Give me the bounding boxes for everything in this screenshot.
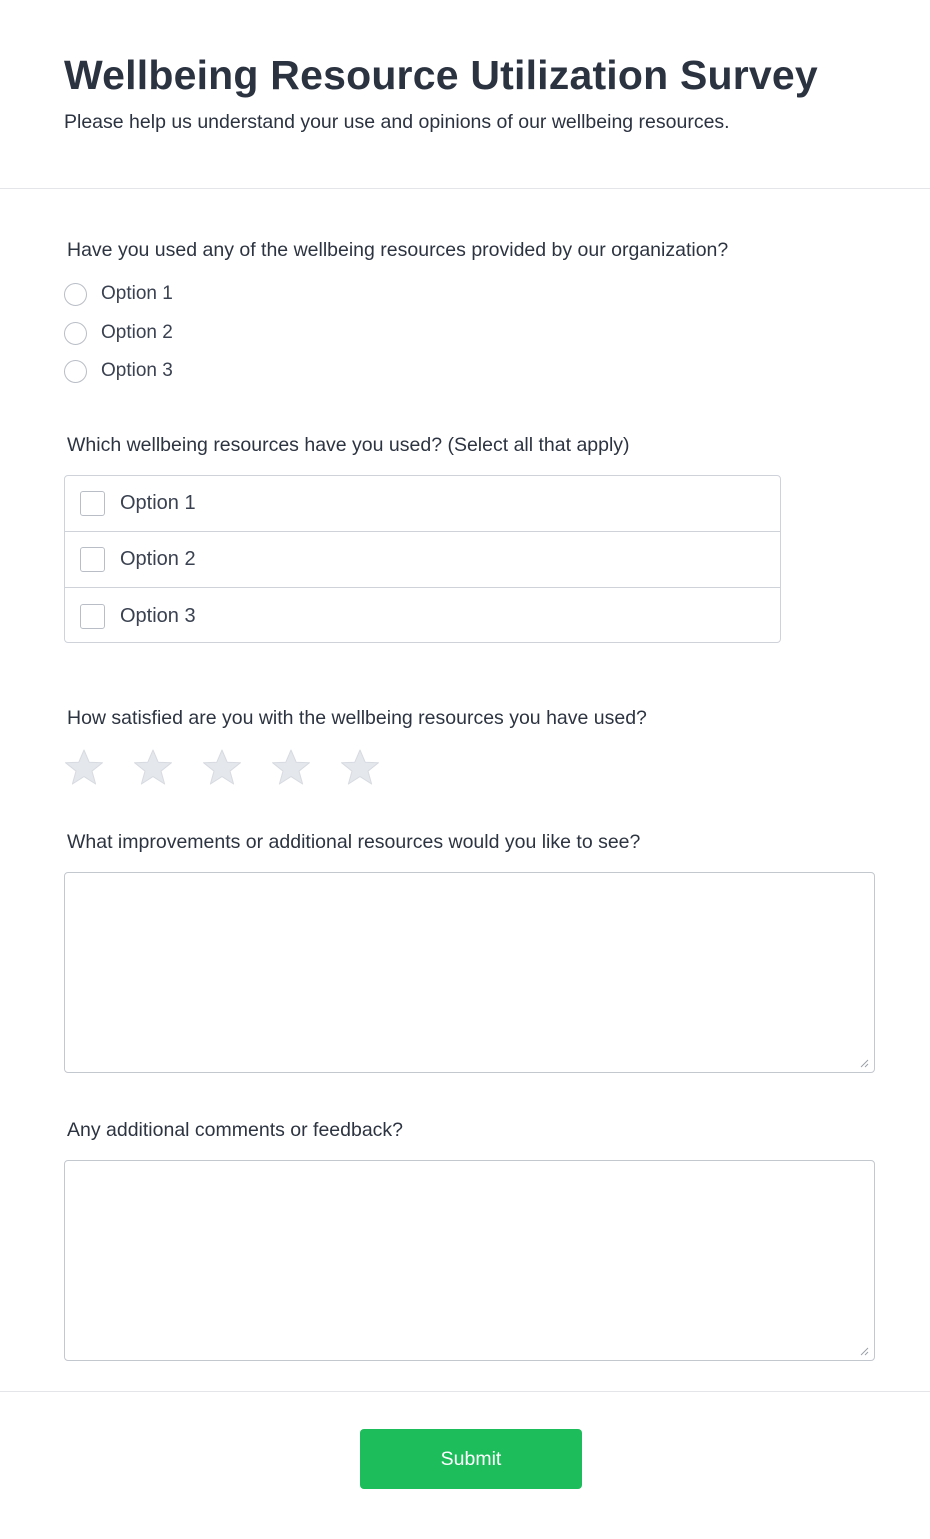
resize-handle-icon[interactable] [859,1058,869,1068]
radio-circle[interactable] [64,322,87,345]
checkbox-label: Option 2 [120,548,196,570]
page-subtitle: Please help us understand your use and opinions of our wellbeing resources. [64,111,730,133]
question-used-resources: Have you used any of the wellbeing resources provided by our organization? [67,239,729,261]
checkbox[interactable] [80,604,105,629]
radio-label: Option 1 [101,283,173,304]
star-icon[interactable] [202,748,242,788]
page-title: Wellbeing Resource Utilization Survey [64,52,818,98]
submit-button[interactable]: Submit [360,1429,582,1489]
checkbox[interactable] [80,547,105,572]
star-icon[interactable] [133,748,173,788]
star-icon[interactable] [271,748,311,788]
checkbox-label: Option 1 [120,492,196,514]
radio-circle[interactable] [64,360,87,383]
radio-label: Option 3 [101,360,173,381]
star-rating [64,748,380,788]
radio-label: Option 2 [101,322,173,343]
comments-textarea[interactable] [64,1160,875,1361]
star-icon[interactable] [64,748,104,788]
resize-handle-icon[interactable] [859,1346,869,1356]
question-comments: Any additional comments or feedback? [67,1119,404,1141]
radio-circle[interactable] [64,283,87,306]
checkbox-option-3[interactable] [65,588,780,644]
survey-header [0,0,930,189]
checkbox-label: Option 3 [120,604,196,627]
checkbox[interactable] [80,491,105,516]
checkbox-option-2[interactable] [65,532,780,588]
checkbox-group [64,475,781,643]
improvements-textarea[interactable] [64,872,875,1073]
star-icon[interactable] [340,748,380,788]
question-improvements: What improvements or additional resources would you like to see? [67,831,641,853]
radio-option-1[interactable] [64,281,173,307]
radio-option-3[interactable] [64,358,173,384]
question-which-resources: Which wellbeing resources have you used? (Select all that apply) [67,434,630,456]
checkbox-option-1[interactable] [65,476,780,532]
radio-option-2[interactable] [64,320,173,346]
question-satisfaction: How satisfied are you with the wellbeing resources you have used? [67,707,647,729]
